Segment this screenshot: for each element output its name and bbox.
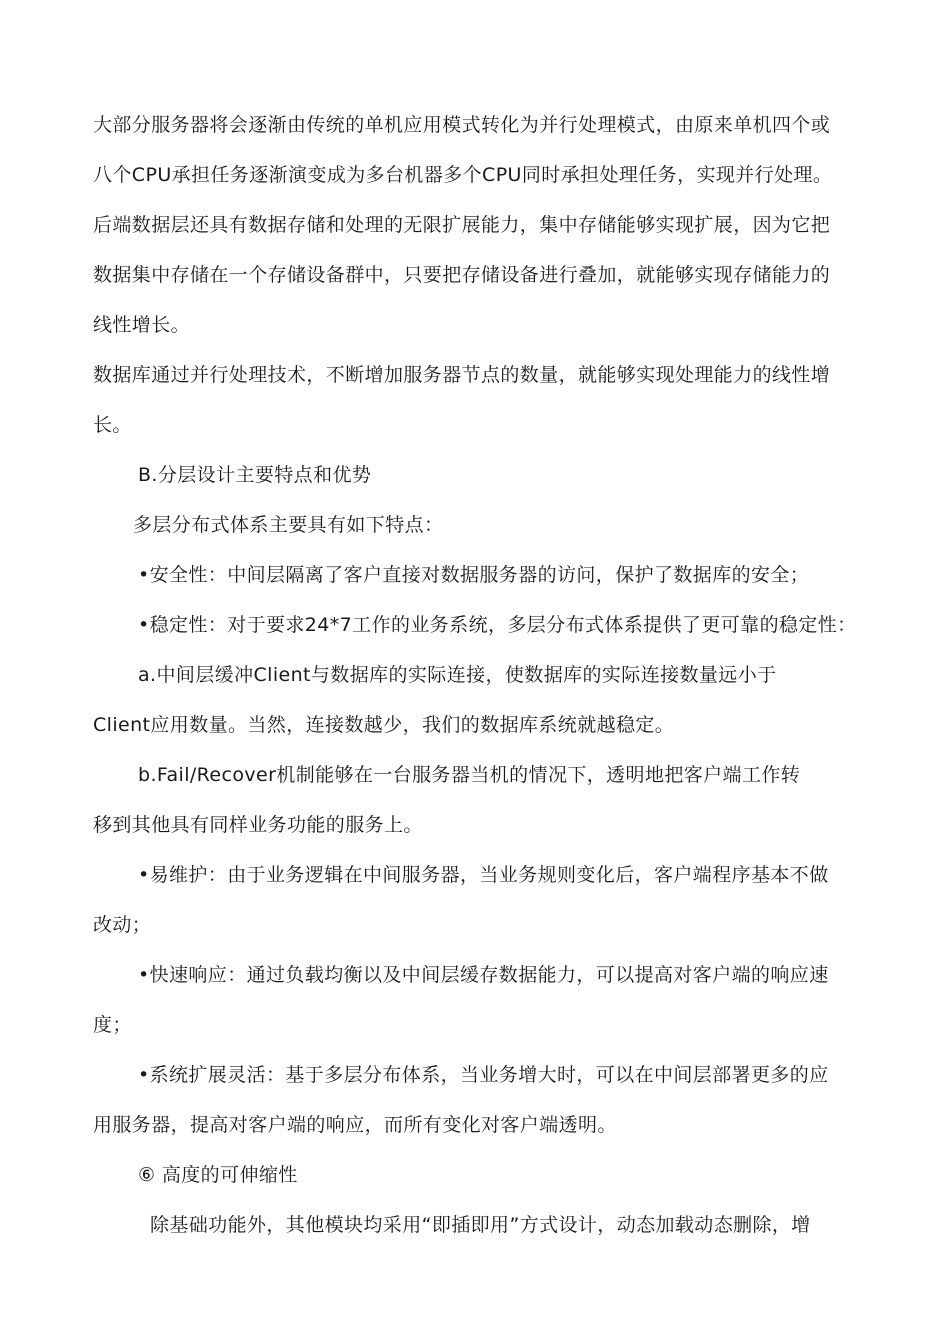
text-line: 移到其他具有同样业务功能的服务上。 xyxy=(93,814,423,836)
section-heading: ⑥ 高度的可伸缩性 xyxy=(138,1164,298,1186)
bullet-item: •系统扩展灵活：基于多层分布体系，当业务增大时，可以在中间层部署更多的应 xyxy=(138,1064,829,1086)
bullet-item: •快速响应：通过负载均衡以及中间层缓存数据能力，可以提高对客户端的响应速 xyxy=(138,964,829,986)
bullet-item: •易维护：由于业务逻辑在中间服务器，当业务规则变化后，客户端程序基本不做 xyxy=(138,864,829,886)
text-line: 长。 xyxy=(93,414,132,436)
text-line: 度； xyxy=(93,1014,132,1036)
section-heading: B.分层设计主要特点和优势 xyxy=(138,464,372,486)
text-line: 八个CPU承担任务逐渐演变成为多台机器多个CPU同时承担处理任务，实现并行处理。 xyxy=(93,164,833,186)
sub-item: a.中间层缓冲Client与数据库的实际连接，使数据库的实际连接数量远小于 xyxy=(138,664,777,686)
bullet-item: •稳定性：对于要求24*7工作的业务系统，多层分布式体系提供了更可靠的稳定性： xyxy=(138,614,857,636)
text-line: 多层分布式体系主要具有如下特点： xyxy=(133,514,444,536)
text-line: 除基础功能外，其他模块均采用“即插即用”方式设计，动态加载动态删除，增 xyxy=(150,1214,811,1236)
text-line: 大部分服务器将会逐渐由传统的单机应用模式转化为并行处理模式，由原来单机四个或 xyxy=(93,114,831,136)
text-line: Client应用数量。当然，连接数越少，我们的数据库系统就越稳定。 xyxy=(93,714,675,736)
sub-item: b.Fail/Recover机制能够在一台服务器当机的情况下，透明地把客户端工作转 xyxy=(138,764,801,786)
text-line: 线性增长。 xyxy=(93,314,191,336)
text-line: 数据集中存储在一个存储设备群中，只要把存储设备进行叠加，就能够实现存储能力的 xyxy=(93,264,831,286)
text-line: 后端数据层还具有数据存储和处理的无限扩展能力，集中存储能够实现扩展，因为它把 xyxy=(93,214,831,236)
bullet-item: •安全性：中间层隔离了客户直接对数据服务器的访问，保护了数据库的安全； xyxy=(138,564,810,586)
text-line: 数据库通过并行处理技术，不断增加服务器节点的数量，就能够实现处理能力的线性增 xyxy=(93,364,831,386)
text-line: 改动； xyxy=(93,914,152,936)
text-line: 用服务器，提高对客户端的响应，而所有变化对客户端透明。 xyxy=(93,1114,617,1136)
